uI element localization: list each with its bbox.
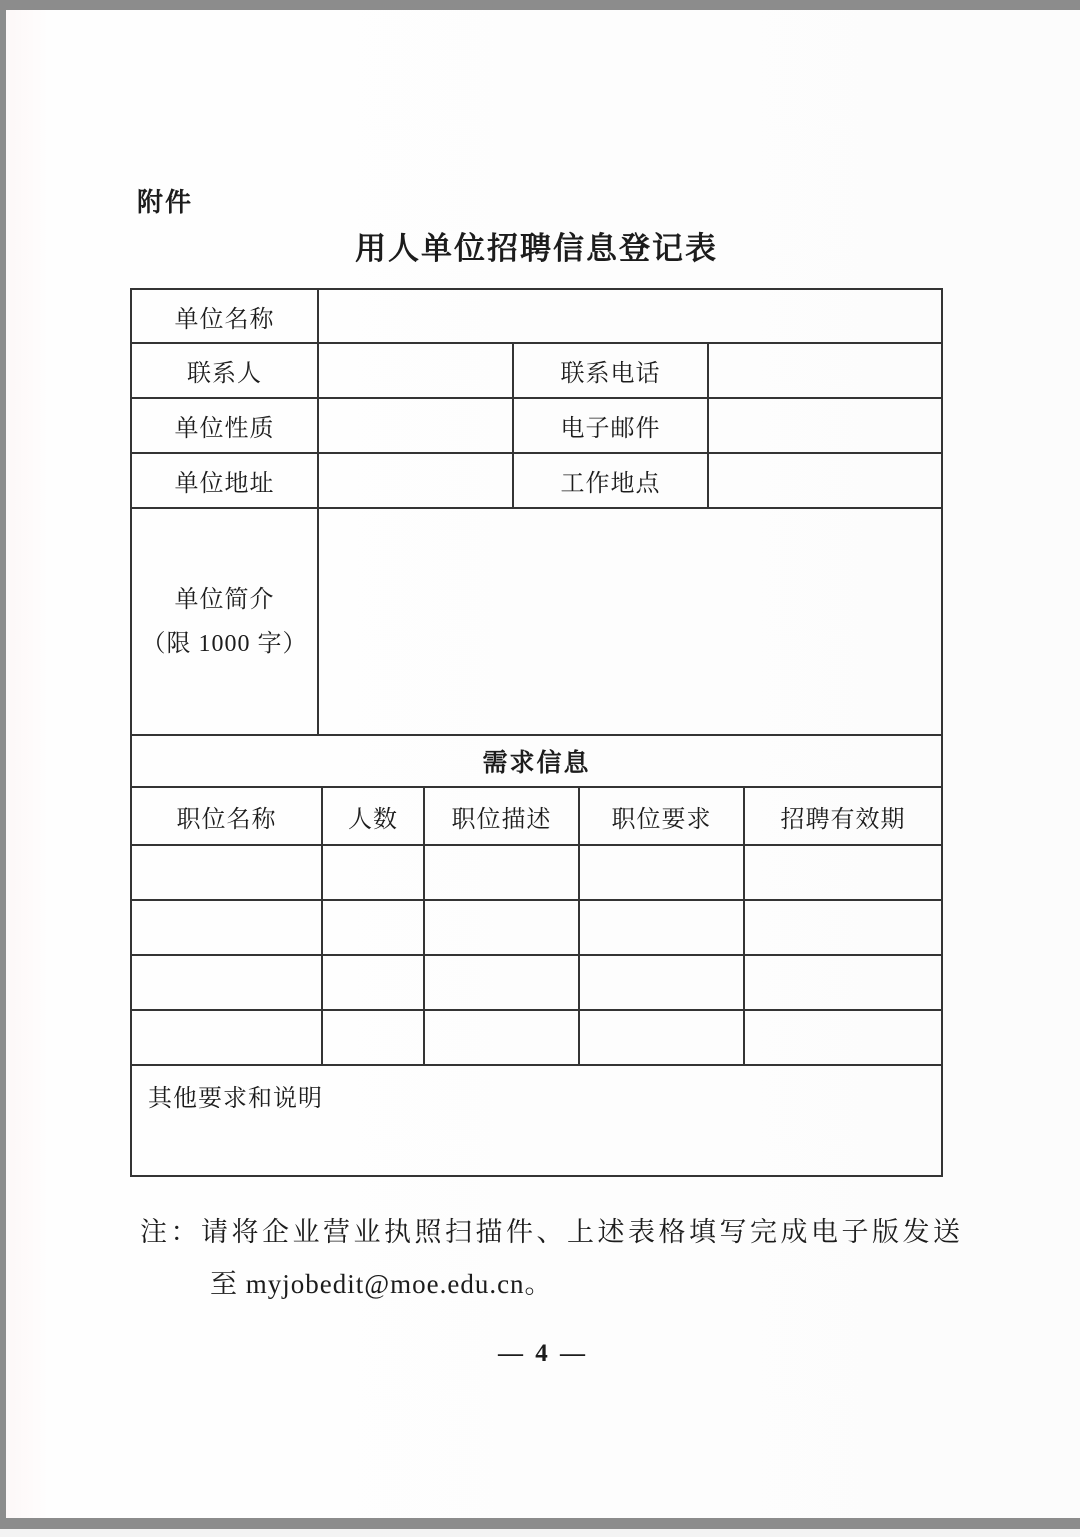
attachment-label: 附件 [137, 187, 194, 217]
demand-info-header: 需求信息 [482, 749, 591, 777]
headcount-header: 人数 [323, 788, 425, 844]
headcount-blank [323, 846, 425, 899]
position-name-blank [132, 1011, 323, 1064]
position-description-blank [425, 956, 580, 1009]
contact-phone-blank [709, 344, 941, 397]
unit-intro-label [132, 509, 319, 734]
validity-period-blank [745, 956, 941, 1009]
position-row [132, 901, 941, 956]
position-name-blank [132, 846, 323, 899]
position-header-row [132, 788, 941, 846]
position-row [132, 1011, 941, 1066]
position-requirements-header: 职位要求 [580, 788, 745, 844]
note-line-1: 注：请将企业营业执照扫描件、上述表格填写完成电子版发送 [140, 1217, 964, 1247]
unit-nature-blank [319, 399, 514, 452]
demand-info-header-row [132, 736, 941, 788]
unit-intro-row [132, 509, 941, 736]
position-requirements-blank [580, 1011, 745, 1064]
registration-table [130, 288, 943, 1177]
position-requirements-blank [580, 901, 745, 954]
position-description-header: 职位描述 [425, 788, 580, 844]
position-requirements-blank [580, 846, 745, 899]
email-label: 电子邮件 [514, 399, 709, 452]
validity-period-blank [745, 1011, 941, 1064]
contact-row [132, 344, 941, 399]
unit-nature-row [132, 399, 941, 454]
unit-name-row [132, 290, 941, 344]
contact-blank [319, 344, 514, 397]
position-row [132, 956, 941, 1011]
form-title: 用人单位招聘信息登记表 [355, 231, 718, 266]
work-location-blank [709, 454, 941, 507]
other-requirements-row [132, 1066, 941, 1175]
position-description-blank [425, 1011, 580, 1064]
position-name-blank [132, 901, 323, 954]
unit-name-blank [319, 290, 941, 342]
position-name-header: 职位名称 [132, 788, 323, 844]
unit-address-row [132, 454, 941, 509]
unit-intro-label-line2: （限 1000 字） [141, 630, 308, 657]
email-blank [709, 399, 941, 452]
contact-phone-label: 联系电话 [514, 344, 709, 397]
unit-name-label: 单位名称 [132, 290, 319, 342]
scan-edge-strip [0, 1529, 1080, 1537]
position-name-blank [132, 956, 323, 1009]
page-number: — 4 — [498, 1340, 588, 1367]
unit-intro-blank [319, 509, 941, 734]
headcount-blank [323, 901, 425, 954]
validity-period-blank [745, 901, 941, 954]
unit-nature-label: 单位性质 [132, 399, 319, 452]
position-requirements-blank [580, 956, 745, 1009]
note-line-2: 至 myjobedit@moe.edu.cn。 [210, 1269, 553, 1299]
unit-intro-label-line1: 单位简介 [174, 586, 275, 613]
work-location-label: 工作地点 [514, 454, 709, 507]
position-row [132, 846, 941, 901]
contact-label: 联系人 [132, 344, 319, 397]
headcount-blank [323, 1011, 425, 1064]
unit-address-blank [319, 454, 514, 507]
document-page [6, 10, 1080, 1518]
validity-period-header: 招聘有效期 [780, 806, 906, 833]
unit-address-label: 单位地址 [132, 454, 319, 507]
position-description-blank [425, 901, 580, 954]
position-description-blank [425, 846, 580, 899]
validity-period-blank [745, 846, 941, 899]
headcount-blank [323, 956, 425, 1009]
other-requirements-label: 其他要求和说明 [148, 1086, 323, 1112]
